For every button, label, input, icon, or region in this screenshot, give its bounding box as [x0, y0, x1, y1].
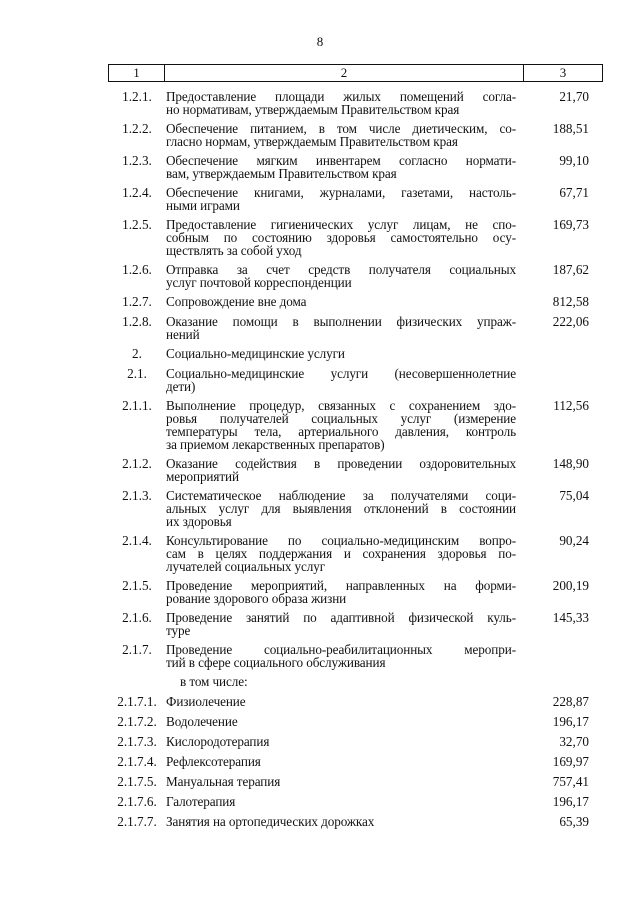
row-description-line: Выполнение процедур, связанных с сохранением здо-: [166, 398, 516, 413]
row-description-line: их здоровья: [166, 514, 232, 529]
row-description: [166, 643, 516, 669]
row-description-line: Проведение занятий по адаптивной физической куль-: [166, 610, 516, 625]
table-row: [108, 675, 603, 688]
row-description: [166, 399, 516, 451]
row-number: 1.2.6.: [122, 262, 152, 277]
row-description-line: Проведение социально-реабилитационных меропри-: [166, 642, 516, 657]
row-price: 196,17: [552, 714, 589, 729]
row-description-line: Систематическое наблюдение за получателями соци-: [166, 488, 516, 503]
row-price: 200,19: [552, 578, 589, 593]
row-description-line: Галотерапия: [166, 794, 236, 809]
row-price: 75,04: [559, 488, 589, 503]
row-price: [516, 347, 603, 360]
table-row: [108, 755, 603, 768]
row-number: 2.1.7.6.: [117, 794, 157, 809]
row-description: [166, 735, 516, 748]
row-price: 188,51: [552, 121, 589, 136]
table-row: [108, 695, 603, 708]
row-description-line: альных услуг для выявления отклонений в состоянии: [166, 501, 516, 516]
row-description: [166, 755, 516, 768]
row-price: 169,73: [552, 217, 589, 232]
table-row: [108, 347, 603, 360]
row-description-line: Отправка за счет средств получателя социальных: [166, 262, 516, 277]
header-col-3: 3: [559, 65, 567, 80]
row-number: 2.1.7.5.: [117, 774, 157, 789]
row-description-line: сам в целях поддержания и сохранения здоровья по-: [166, 546, 516, 561]
row-description-line: Рефлексотерапия: [166, 754, 261, 769]
row-description-line: рование здорового образа жизни: [166, 591, 347, 606]
row-description: [166, 489, 516, 528]
row-description: [166, 263, 516, 289]
table-row: [108, 735, 603, 748]
row-description-line: Физиолечение: [166, 694, 246, 709]
row-number: 2.1.: [127, 366, 147, 381]
row-description-line: за приемом лекарственных препаратов): [166, 437, 385, 452]
row-description-line: Консультирование по социально-медицинским вопро-: [166, 533, 516, 548]
row-price: 65,39: [559, 814, 589, 829]
row-description: [166, 122, 516, 148]
row-description: [166, 695, 516, 708]
table-row: [108, 295, 603, 308]
row-number: 1.2.3.: [122, 153, 152, 168]
row-description: [166, 675, 516, 688]
row-number: 2.1.5.: [122, 578, 152, 593]
row-number: 1.2.5.: [122, 217, 152, 232]
row-description-line: ровья получателей социальных услуг (измерение: [166, 411, 516, 426]
row-price: 32,70: [559, 734, 589, 749]
row-description: [166, 579, 516, 605]
row-description: [166, 347, 516, 360]
table-row: [108, 154, 603, 180]
table-row: [108, 399, 603, 451]
row-description-line: но нормативам, утверждаемым Правительством края: [166, 102, 460, 117]
row-description-line: Занятия на ортопедических дорожках: [166, 814, 375, 829]
row-description-line: Социально-медицинские услуги: [166, 346, 345, 361]
row-price: 757,41: [552, 774, 589, 789]
table-row: [108, 218, 603, 257]
table-header: [108, 64, 603, 82]
table-row: [108, 186, 603, 212]
row-description-line: тий в сфере социального обслуживания: [166, 655, 386, 670]
row-description: [166, 218, 516, 257]
row-description-line: Обеспечение книгами, журналами, газетами, настоль-: [166, 185, 516, 200]
row-number: [108, 675, 166, 688]
row-price: 228,87: [552, 694, 589, 709]
row-description-line: Проведение мероприятий, направленных на форми-: [166, 578, 516, 593]
row-number: 2.1.7.3.: [117, 734, 157, 749]
table-row: [108, 122, 603, 148]
row-description: [166, 815, 516, 828]
row-description-line: Обеспечение мягким инвентарем согласно нормати-: [166, 153, 516, 168]
row-price: 187,62: [552, 262, 589, 277]
header-col-2: 2: [165, 65, 524, 81]
row-price: 812,58: [552, 294, 589, 309]
row-number: 2.: [132, 346, 142, 361]
table-row: [108, 715, 603, 728]
row-number: 1.2.8.: [122, 314, 152, 329]
row-description-line: Оказание содействия в проведении оздоровительных: [166, 456, 516, 471]
row-description-line: мероприятий: [166, 469, 239, 484]
table-row: [108, 263, 603, 289]
row-description-line: Оказание помощи в выполнении физических упраж-: [166, 314, 516, 329]
table-row: [108, 775, 603, 788]
row-number: 1.2.7.: [122, 294, 152, 309]
page-number: 8: [316, 34, 324, 49]
table-row: [108, 90, 603, 116]
row-number: 2.1.7.: [122, 642, 152, 657]
row-number: 2.1.2.: [122, 456, 152, 471]
row-number: 1.2.1.: [122, 89, 152, 104]
table-row: [108, 315, 603, 341]
row-price: [516, 367, 603, 393]
row-description: [166, 611, 516, 637]
table-row: [108, 367, 603, 393]
row-description-line: туре: [166, 623, 191, 638]
table-body: [108, 90, 603, 835]
row-price: [516, 643, 603, 669]
row-description-line: Водолечение: [166, 714, 238, 729]
row-number: 1.2.2.: [122, 121, 152, 136]
row-description-line: Предоставление гигиенических услуг лицам, не спо-: [166, 217, 516, 232]
row-price: 196,17: [552, 794, 589, 809]
row-description-line: нений: [166, 327, 200, 342]
row-description-line: Сопровождение вне дома: [166, 294, 307, 309]
row-price: [516, 675, 603, 688]
row-description: [166, 154, 516, 180]
row-description-line: дети): [166, 379, 196, 394]
row-description-line: Кислородотерапия: [166, 734, 270, 749]
row-price: 67,71: [559, 185, 589, 200]
row-price: 112,56: [553, 398, 589, 413]
table-row: [108, 815, 603, 828]
table-row: [108, 457, 603, 483]
row-description-line: услуг почтовой корреспонденции: [166, 275, 352, 290]
row-description-line: в том числе:: [180, 674, 248, 689]
row-number: 2.1.3.: [122, 488, 152, 503]
row-number: 2.1.4.: [122, 533, 152, 548]
row-description-line: ными играми: [166, 198, 240, 213]
table-row: [108, 489, 603, 528]
row-description-line: Обеспечение питанием, в том числе диетическим, со-: [166, 121, 516, 136]
row-price: 145,33: [552, 610, 589, 625]
row-number: 2.1.7.2.: [117, 714, 157, 729]
row-description-line: гласно нормам, утверждаемым Правительством края: [166, 134, 458, 149]
row-description-line: собным по состоянию здоровья самостоятельно осу-: [166, 230, 516, 245]
row-description: [166, 315, 516, 341]
row-price: 148,90: [552, 456, 589, 471]
row-description: [166, 534, 516, 573]
row-description: [166, 186, 516, 212]
row-description-line: Предоставление площади жилых помещений согла-: [166, 89, 516, 104]
row-description-line: Социально-медицинские услуги (несовершеннолетние: [166, 366, 516, 381]
table-row: [108, 579, 603, 605]
table-row: [108, 643, 603, 669]
header-col-1: 1: [109, 65, 165, 81]
row-description-line: Мануальная терапия: [166, 774, 281, 789]
row-price: 222,06: [552, 314, 589, 329]
row-description-line: температуры тела, артериального давления, контроль: [166, 424, 516, 439]
row-number: 2.1.1.: [122, 398, 152, 413]
row-number: 1.2.4.: [122, 185, 152, 200]
table-row: [108, 795, 603, 808]
row-description-line: вам, утверждаемым Правительством края: [166, 166, 397, 181]
row-description-line: ществлять за собой уход: [166, 243, 302, 258]
row-price: 169,97: [552, 754, 589, 769]
row-description: [166, 715, 516, 728]
table-row: [108, 611, 603, 637]
row-description: [166, 795, 516, 808]
row-description: [166, 457, 516, 483]
row-description: [166, 775, 516, 788]
table-row: [108, 534, 603, 573]
row-number: 2.1.7.1.: [117, 694, 157, 709]
row-description: [166, 90, 516, 116]
row-number: 2.1.6.: [122, 610, 152, 625]
row-number: 2.1.7.7.: [117, 814, 157, 829]
row-description: [166, 295, 516, 308]
row-description-line: лучателей социальных услуг: [166, 559, 326, 574]
row-price: 90,24: [559, 533, 589, 548]
row-price: 21,70: [559, 89, 589, 104]
row-description: [166, 367, 516, 393]
row-price: 99,10: [559, 153, 589, 168]
row-number: 2.1.7.4.: [117, 754, 157, 769]
